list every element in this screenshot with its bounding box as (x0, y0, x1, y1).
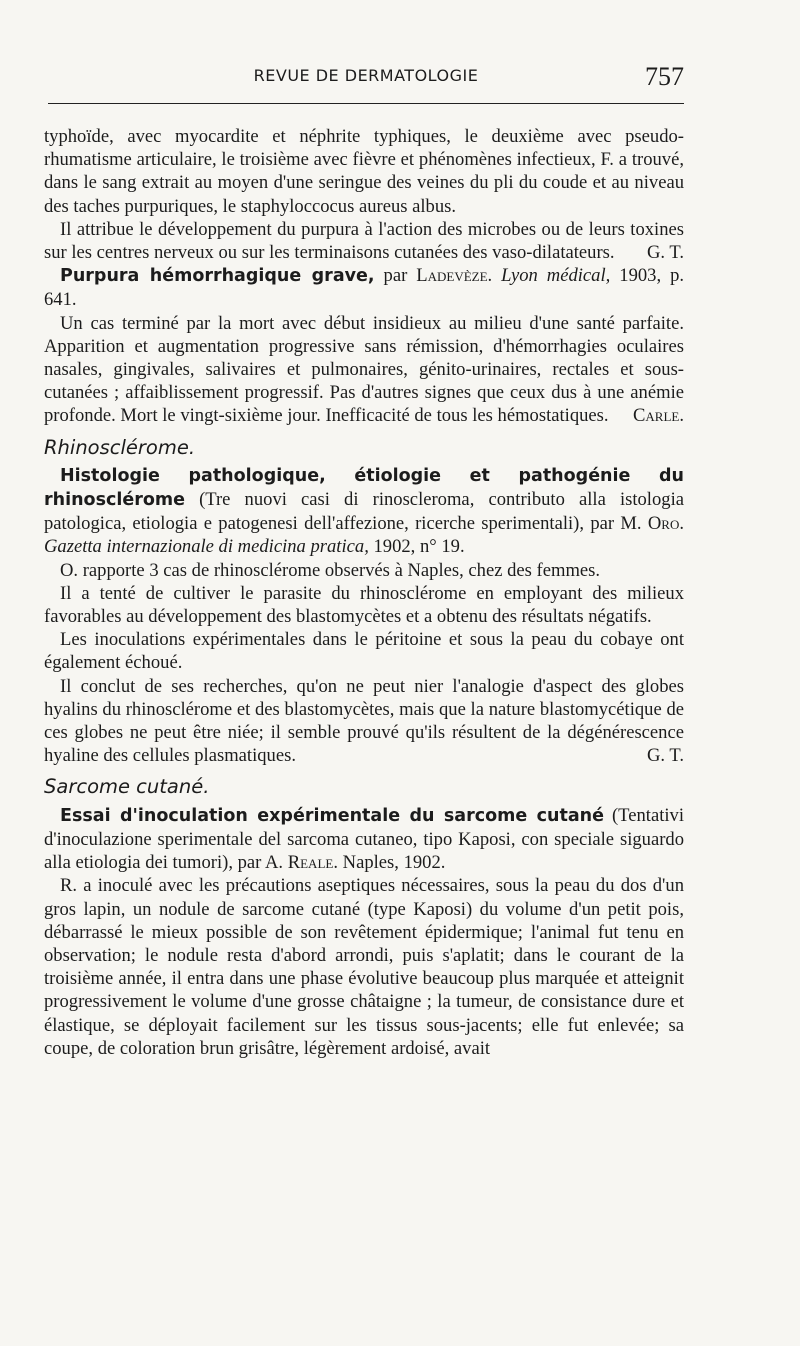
article-heading (44, 804, 684, 875)
page-number: 757 (645, 62, 684, 91)
article-dot: . (487, 265, 502, 287)
paragraph (44, 675, 684, 768)
paragraph: Les inoculations expérimentales dans le péritoine et sous la peau du cobaye ont également échoué. (44, 629, 684, 674)
article-heading (44, 464, 684, 559)
article-subtitle: (Tre nuovi casi di rinoscleroma, contributo alla istologia patologica, etiologia e patogenesi dell'affezione, ricerche sperimentali), par M. (44, 489, 684, 535)
signature: Carle. (633, 405, 684, 427)
page-body (44, 125, 684, 1060)
paragraph-text: Il attribue le développement du purpura à l'action des microbes ou de leurs toxines sur les centres nerveux ou sur les terminaisons cutanées des vaso-dilatateurs. (44, 218, 684, 264)
paragraph: R. a inoculé avec les précautions aseptiques nécessaires, sous la peau du dos d'un gros lapin, un nodule de sarcome cutané (type Kaposi) du volume d'un petit pois, débarrassé le mieux possible de son revêtement épidermique; l'animal fut tenu en observation; le nodule resta d'abord arrondi, puis s'aplatit; dans le courant de la troisième année, il entra dans une phase évolutive beaucoup plus marquée et atteignit progressivement le volume d'une grosse châtaigne ; la tumeur, de consistance dure et élastique, se déployait facilement sur les tissus sous-jacents; elle fut enlevée; sa coupe, de coloration brun grisâtre, légèrement ardoisé, avait (44, 875, 684, 1059)
article-reference: 1903, p. 641. (44, 265, 685, 311)
running-title: REVUE DE DERMATOLOGIE (253, 66, 479, 85)
article-dot: . (679, 513, 684, 535)
article-subtitle: (Tentativi d'inoculazione sperimentale del sarcoma cutaneo, tipo Kaposi, con speciale siguardo alla etiologia dei tumori), par A. (44, 804, 684, 874)
paragraph: Il a tenté de cultiver le parasite du rhinosclérome en employant des milieux favorables au développement des blastomycètes et a obtenu des résultats négatifs. (44, 582, 684, 628)
article-reference: . Naples, 1902. (333, 852, 446, 874)
paragraph (44, 312, 684, 428)
header-rule (48, 103, 684, 104)
article-journal: Gazetta internazionale di medicina pratica, (44, 536, 369, 558)
paragraph-text: Un cas terminé par la mort avec début insidieux au milieu d'une santé parfaite. Apparition et augmentation progressive sans rémission, d'hémorrhagies oculaires nasales, gingivales, salivaires et pulmonaires, génito-urinaires, rectales et sous-cutanées ; affaiblissement progressif. Pas d'autres signes que ceux dus à une anémie profonde. Mort le vingt-sixième jour. Inefficacité de tous les hémostatiques. (44, 312, 684, 427)
paragraph: O. rapporte 3 cas de rhinosclérome observés à Naples, chez des femmes. (60, 559, 601, 581)
paragraph-text: Il conclut de ses recherches, qu'on ne peut nier l'analogie d'aspect des globes hyalins du rhinosclérome et des blastomycètes, mais que la nature blastomycétique de ces globes ne peut être niée; il semble prouvé qu'ils résultent de la dégénérescence hyaline des cellules plasmatiques. (44, 675, 684, 767)
article-by: par (374, 265, 417, 287)
article-author: Reale (287, 852, 334, 874)
article-author: Oro (647, 513, 680, 535)
article-title: Histologie pathologique, étiologie et pathogénie du rhinosclérome (44, 465, 684, 511)
article-author: Ladevèze (416, 265, 488, 287)
paragraph: typhoïde, avec myocardite et néphrite typhiques, le deuxième avec pseudo-rhumatisme articulaire, le troisième avec fièvre et phénomènes infectieux, F. a trouvé, dans le sang extrait au moyen d'une seringue des veines du pli du coude et au niveau des taches purpuriques, le staphyloccocus aureus albus. (44, 126, 684, 217)
section-heading: Rhinosclérome. (44, 435, 196, 459)
article-heading (44, 264, 684, 311)
section-heading: Sarcome cutané. (44, 775, 210, 799)
article-reference: 1902, n° 19. (368, 536, 465, 558)
signature: G. T. (646, 745, 684, 767)
article-journal: Lyon médical, (501, 265, 611, 287)
paragraph (44, 218, 684, 264)
article-title: Essai d'inoculation expérimentale du sarcome cutané (60, 805, 604, 826)
page-header (48, 62, 684, 92)
article-title: Purpura hémorrhagique grave, (60, 266, 375, 287)
signature: G. T. (646, 242, 684, 264)
